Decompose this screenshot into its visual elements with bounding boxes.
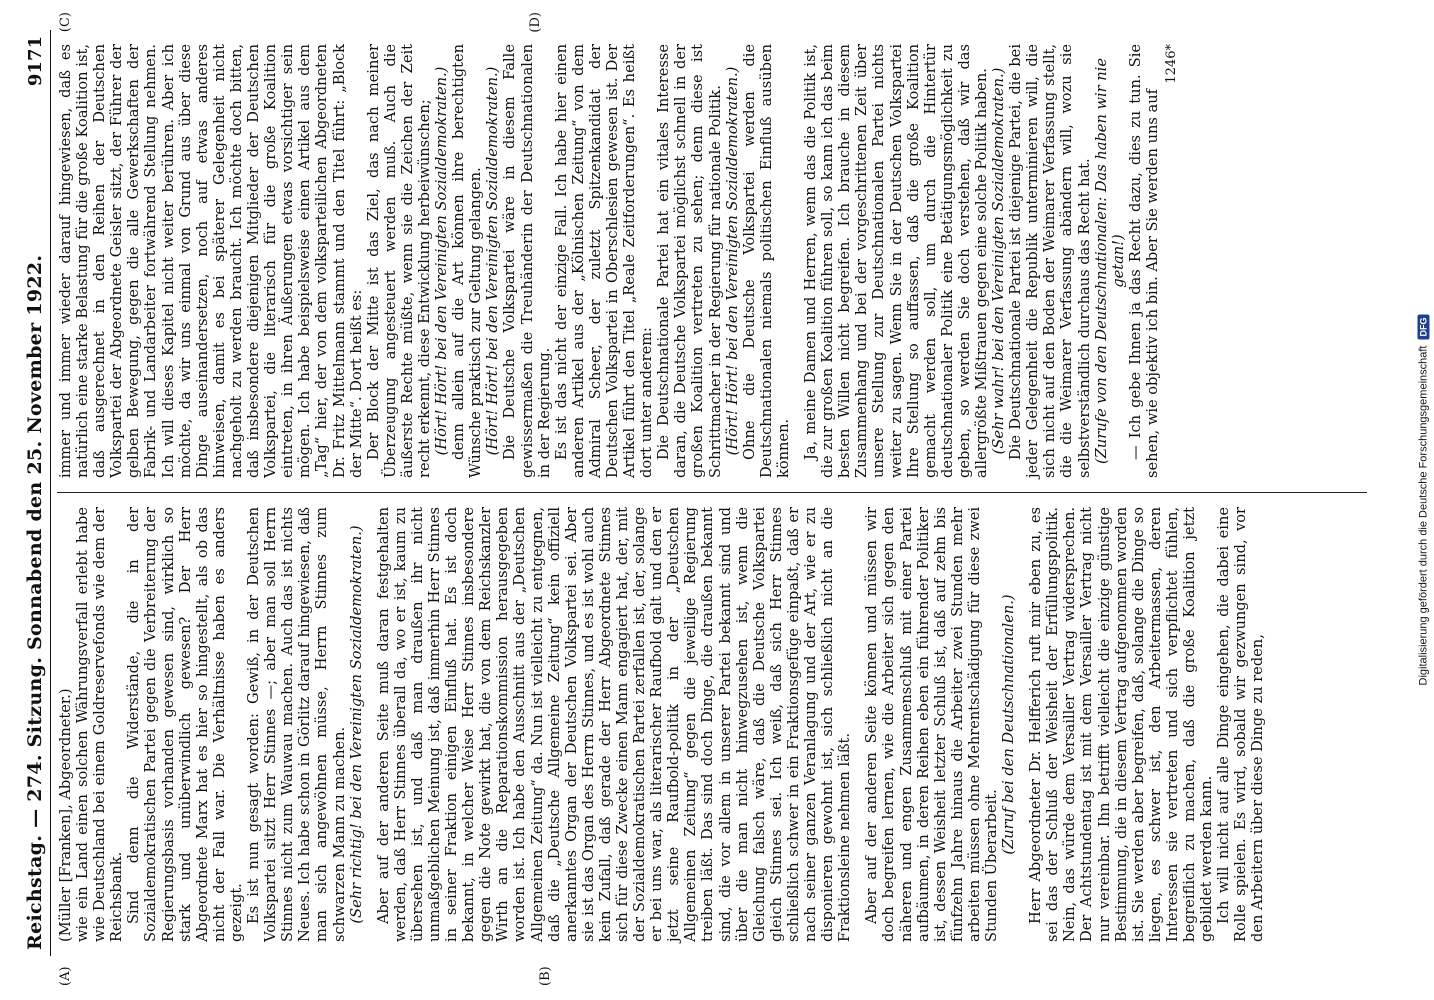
- document-page: [10, 10, 1410, 990]
- signature-mark: 1246*: [1164, 44, 1179, 84]
- page-header: [24, 30, 51, 956]
- reaction: (Hört! Hört! bei den Vereinigten Sozialdemokraten.): [723, 66, 741, 456]
- paragraph: Es ist nun gesagt worden: Gewiß, in der Deutschen Volkspartei sitzt Herr Stinnes —; aber man soll Herrn Stinnes nicht zum Wauwau machen. Auch das ist nichts Neues. Ich habe schon in Görlitz darauf hingewiesen, daß man sich angewöhnen müsse, Herrn Stinnes zum schwarzen Mann zu machen.: [245, 507, 348, 942]
- speaker-note: (Müller [Franken], Abgeordneter.): [57, 688, 74, 942]
- page-number: 9171: [25, 36, 46, 87]
- paragraph: Die Deutschnationale Partei ist diejenige Partei, die bei jeder Gelegenheit die Republik unterminieren will, die sich nicht auf den Boden der Weimarer Verfassung stellt, die die Weimarer Verfassung abändern will, wozu sie selbstverständlich durchaus das Recht hat.: [1007, 44, 1093, 478]
- reaction: (Sehr wahr! bei den Vereinigten Sozialdemokraten.): [990, 67, 1008, 455]
- paragraph: Ich will nicht auf alle Dinge eingehen, die dabei eine Rolle spielen. Es wird, sobald wir gezwungen sind, vor den Arbeitern über diese Dinge zu reden,: [1215, 507, 1267, 942]
- margin-marker-d: (D): [528, 12, 543, 33]
- quotation: Der Block der Mitte ist das Ziel, das nach meiner Überzeugung angesteuert werden muß. Auch die äußerste Rechte müßte, wenn sie die Zeichen der Zeit recht erkennt, diese Entwicklung herbeiwünschen;: [364, 44, 433, 478]
- paragraph: Aber auf der anderen Seite muß daran festgehalten werden, daß Herr Stinnes überall da, wo er ist, kaum zu übersehen ist, und daß man draußen ihr nicht unmaßgeblichen Meinung ist, daß immerhin Herr Stinnes in seiner Fraktion einigen Einfluß hat. Es ist doch bekannt, in welcher Weise Herr Stinnes insbesondere gegen die Note gewirkt hat, die von dem Reichskanzler Wirth an die Reparationskommission herausgegeben worden ist. Ich habe den Ausschnitt aus der „Deutschen Allgemeinen Zeitung“ da. Nun ist vielleicht zu entgegnen, daß die „Deutsche Allgemeine Zeitung“ kein offiziell anerkanntes Organ der Deutschen Volkspartei sei. Aber sie ist das Organ des Herrn Stinnes, und es ist wohl auch kein Zufall, daß gerade der Herr Abgeordnete Stinnes sich für diese Zwecke einen Mann engagiert hat, der, mit der Sozialdemokratischen Partei zerfallen ist, der, solange er bei uns war, als literarischer Raufbold galt und den er jetzt seine Raufbold-politik in der „Deutschen Allgemeinen Zeitung“ gegen die jeweilige Regierung treiben läßt. Das sind doch Dinge, die draußen bekannt sind, die vor allem in unserer Partei bekannt sind und über die man nicht hinwegzusehen ist, wenn die Gleichung falsch wäre, daß die Deutsche Volkspartei gleich Stinnes sei. Ich weiß, daß sich Herr Stinnes schließlich schwer in ein Fraktionsgefüge einpaßt, daß er nach seiner ganzen Veranlagung und der Art, wie er zu disponieren gewohnt ist, sich schließlich nicht an die Fraktionsleine nehmen läßt.: [374, 507, 854, 942]
- text-columns: [57, 12, 1367, 986]
- quotation: Die Deutsche Volkspartei wäre in diesem Falle gewissermaßen die Treuhänderin der Deutschnationalen in der Regierung.: [501, 44, 553, 478]
- paragraph: immer und immer wieder darauf hingewiesen, daß es natürlich eine starke Belastung für die große Koalition ist, daß ausgerechnet in den Reihen der Deutschen Volkspartei der Abgeordnete Geisler sitzt, der Führer der gelben Bewegung, gegen die alle Gewerkschaften der Fabrik- und Landarbeiter fortwährend Stellung nehmen. Ich will dieses Kapitel nicht weiter berühren. Aber ich möchte, da wir uns einmal von Grund aus über diese Dinge auseinandersetzen, noch auf etwas anderes hinweisen, damit es bei späterer Gelegenheit nicht nachgeholt zu werden braucht. Ich möchte doch bitten, daß insbesondere diejenigen Mitglieder der Deutschen Volkspartei, die literarisch für die große Koalition eintreten, in ihren Äußerungen etwas vorsichtiger sein mögen. Ich habe beispielsweise einen Artikel aus dem „Tag“ hier, der von dem volksparteilichen Abgeordneten Dr. Fritz Mittelmann stammt und den Titel führt: „Block der Mitte“. Dort heißt es:: [57, 44, 365, 478]
- margin-marker-c: (C): [58, 12, 73, 33]
- margin-marker-b: (B): [538, 966, 553, 986]
- paragraph: Sind denn die Widerstände, die in der Sozialdemokratischen Partei gegen die Verbreiterung der Regierungsbasis vorhanden gewesen sind, wirklich so stark und unüberwindlich gewesen? Der Herr Abgeordnete Marx hat es hier so hingestellt, als ob das nicht der Fall war. Die Verhältnisse haben es anders gezeigt.: [125, 507, 245, 942]
- header-title: Reichstag. — 274. Sitzung. Sonnabend den 25. November 1922.: [24, 254, 46, 950]
- paragraph: Es ist das nicht der einzige Fall. Ich habe hier einen anderen Artikel aus der „Kölnischen Zeitung“ von dem Admiral Scheer, der zuletzt Spitzenkandidat der Deutschen Volkspartei in Oberschlesien gewesen ist. Der Artikel führt den Titel „Reale Zeitforderungen“. Es heißt dort unter anderem:: [552, 44, 656, 478]
- paragraph: Herr Abgeordneter Dr. Helfferich ruft mir eben zu, es sei das der Schluß der Weisheit der Erfüllungspolitik. Nein, das würde dem Versailler Vertrag widersprechen. Der Achtstundentag ist mit dem Versailler Vertrag nicht nur vereinbar. Ihn betrifft vielleicht die einzige günstige Bestimmung, die in diesem Vertrag aufgenommen worden ist. Sie werden aber begreifen, daß, solange die Dinge so liegen, es schwer ist, den Arbeitermassen, deren Interessen sie vertreten und sich verpflichtet fühlen, begreiflich zu machen, daß die große Koalition jetzt gebildet werden kann.: [1027, 507, 1216, 942]
- digitization-credit: [1412, 0, 1434, 1000]
- reaction: (Sehr richtig! bei den Vereinigten Sozialdemokraten.): [347, 525, 365, 924]
- right-column: [57, 12, 1367, 493]
- margin-marker-a: (A): [58, 966, 73, 986]
- paragraph: wie ein Land einen solchen Währungsverfall erlebt habe wie Deutschland bei einem Goldreservefonds wie dem der Reichsbank.: [74, 507, 126, 942]
- credit-text: Digitalisierung gefördert durch die Deutsche Forschungsgemeinschaft: [1417, 345, 1429, 686]
- reaction: (Hört! Hört! bei den Vereinigten Sozialdemokraten.): [433, 66, 451, 456]
- quotation: Die Deutschnationale Partei hat ein vitales Interesse daran, die Deutsche Volkspartei möglichst schnell in der großen Koalition vertreten zu sehen; denn diese ist Schrittmacher in der Regierung für nationale Politik.: [655, 44, 724, 478]
- paragraph: Aber auf der anderen Seite können und müssen wir doch begreifen lernen, wie die Arbeiter sich gegen den näheren und engen Zusammenschluß mit einer Partei aufbäumen, in deren Reihen eben ein führender Politiker ist, dessen Weisheit letzter Schluß ist, daß auf zehn bis fünfzehn Jahre hinaus die Arbeiter zwei Stunden mehr arbeiten müssen ohne Mehrentschädigung für diese zwei Stunden Überarbeit.: [863, 507, 1000, 942]
- quotation: Ohne die Deutsche Volkspartei werden die Deutschnationalen niemals politischen Einfluß ausüben können.: [740, 44, 792, 478]
- quotation: denn allein auf die Art können ihre berechtigten Wünsche praktisch zur Geltung gelangen.: [450, 44, 485, 478]
- reaction: (Zurufe von den Deutschnationalen: Das haben wir nie getan!): [1092, 58, 1127, 464]
- paragraph: Ja, meine Damen und Herren, wenn das die Politik ist, die zur großen Koalition führen soll, so kann ich das beim besten Willen nicht begreifen. Ich brauche in diesem Zusammenhang und bei der vorgeschrittenen Zeit über unsere Stellung zur Deutschnationalen Partei nichts weiter zu sagen. Wenn Sie in der Deutschen Volkspartei Ihre Stellung so auffassen, daß die große Koalition gemacht werden soll, um durch die Hintertür deutschnationaler Politik eine Betätigungsmöglichkeit zu geben, so werden Sie doch verstehen, daß wir das allergrößte Mißtrauen gegen eine solche Politik haben.: [802, 44, 990, 478]
- paragraph: — Ich gebe Ihnen ja das Recht dazu, dies zu tun. Sie sehen, wie objektiv ich bin. Aber Sie werden uns auf: [1126, 44, 1161, 478]
- left-column: [57, 493, 1367, 986]
- dfg-logo: DFG: [1417, 315, 1429, 340]
- reaction: (Zuruf bei den Deutschnationalen.): [1000, 594, 1018, 855]
- reaction: (Hört! Hört! bei den Vereinigten Sozialdemokraten.): [484, 66, 502, 456]
